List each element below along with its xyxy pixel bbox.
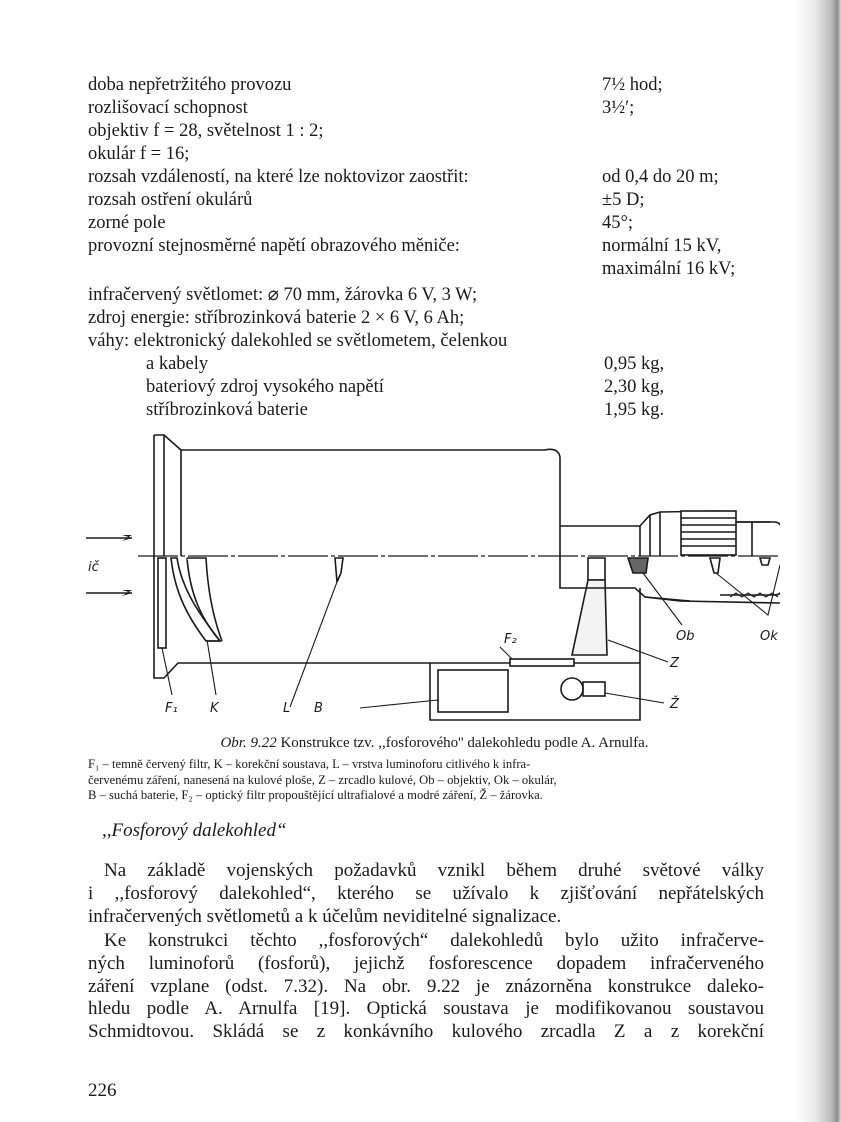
text-line: Ke konstrukci těchto ,,fosforových“ dalekohledů bylo užito infračerve- [104, 930, 764, 951]
spec-label: zdroj energie: stříbrozinková baterie 2 × 6 V, 6 Ah; [88, 308, 465, 328]
text-line: Na základě vojenských požadavků vznikl během druhé světové války [104, 860, 764, 881]
spec-value: 7½ hod; [602, 75, 663, 95]
spec-label: provozní stejnosměrné napětí obrazového měniče: [88, 236, 460, 256]
label-f2: F₂ [504, 632, 517, 647]
telescope-diagram [80, 425, 780, 725]
weight-value: 1,95 kg. [604, 400, 665, 420]
figure-number: Obr. 9.22 [220, 735, 277, 751]
label-k: K [210, 701, 219, 716]
text-line: ných luminoforů (fosforů), jejichž fosforescence dopadem infračerveného [88, 952, 764, 974]
legend-line: B – suchá baterie, F₂ – optický filtr propouštějící ultrafialové a modré záření, Ž – žárovka. [88, 788, 543, 802]
legend-line: červenému záření, nanesená na kulové ploše, Z – zrcadlo kulové, Ob – objektiv, Ok – okulár, [88, 772, 557, 787]
text-line: infračervených světlometů a k účelům neviditelné signalizace. [88, 905, 562, 927]
spec-label: doba nepřetržitého provozu [88, 75, 292, 95]
weight-label: stříbrozinková baterie [146, 400, 308, 420]
label-ob: Ob [676, 629, 695, 644]
spec-value: ±5 D; [602, 190, 645, 210]
spec-value: normální 15 kV, [602, 236, 722, 256]
text-line: Schmidtovou. Skládá se z konkávního kulového zrcadla Z a z korekční [88, 1021, 764, 1043]
spec-label: rozsah vzdáleností, na které lze noktovizor zaostřit: [88, 167, 469, 187]
spec-label: váhy: elektronický dalekohled se světlometem, čelenkou [88, 331, 508, 351]
spec-value: 45°; [602, 213, 634, 233]
label-b: B [314, 701, 323, 716]
spec-value: maximální 16 kV; [602, 259, 736, 279]
spec-label: zorné pole [88, 213, 166, 233]
figure-title: Konstrukce tzv. ,,fosforového'' dalekohledu podle A. Arnulfa. [276, 735, 649, 751]
label-zh: Ž [670, 697, 679, 712]
page-number: 226 [88, 1080, 117, 1101]
weight-value: 2,30 kg, [604, 377, 665, 397]
weight-label: bateriový zdroj vysokého napětí [146, 377, 384, 397]
spec-label: rozlišovací schopnost [88, 98, 248, 118]
spec-label: infračervený světlomet: ⌀ 70 mm, žárovka 6 V, 3 W; [88, 285, 478, 305]
weight-value: 0,95 kg, [604, 354, 665, 374]
label-z: Z [670, 656, 679, 671]
label-f1: F₁ [165, 701, 178, 716]
telescope-drawing [80, 425, 780, 725]
section-heading: ,,Fosforový dalekohled“ [102, 820, 287, 841]
label-l: L [283, 701, 291, 716]
spec-label: rozsah ostření okulárů [88, 190, 253, 210]
paragraph-1 [88, 860, 764, 928]
spec-label: okulár f = 16; [88, 144, 190, 164]
text-line: hledu podle A. Arnulfa [19]. Optická soustava je modifikovanou soustavou [88, 998, 764, 1020]
label-ic: ič [88, 560, 99, 575]
spec-value: od 0,4 do 20 m; [602, 167, 719, 187]
spec-label: objektiv f = 28, světelnost 1 : 2; [88, 121, 324, 141]
legend-line: F₁ – temně červený filtr, K – korekční soustava, L – vrstva luminoforu citlivého k infra- [88, 757, 531, 771]
paragraph-2 [88, 930, 764, 1044]
text-line: i ,,fosforový dalekohled“, kterého se užívalo k zjišťování nepřátelských [88, 882, 764, 904]
figure-legend [88, 757, 794, 804]
page-binding-shadow [795, 0, 841, 1122]
label-ok: Ok [760, 629, 778, 644]
text-line: záření vzplane (odst. 7.32). Na obr. 9.22 je znázorněna konstrukce daleko- [88, 975, 764, 997]
figure-caption-title [0, 735, 841, 752]
weight-label: a kabely [146, 354, 209, 374]
spec-value: 3½′; [602, 98, 635, 118]
